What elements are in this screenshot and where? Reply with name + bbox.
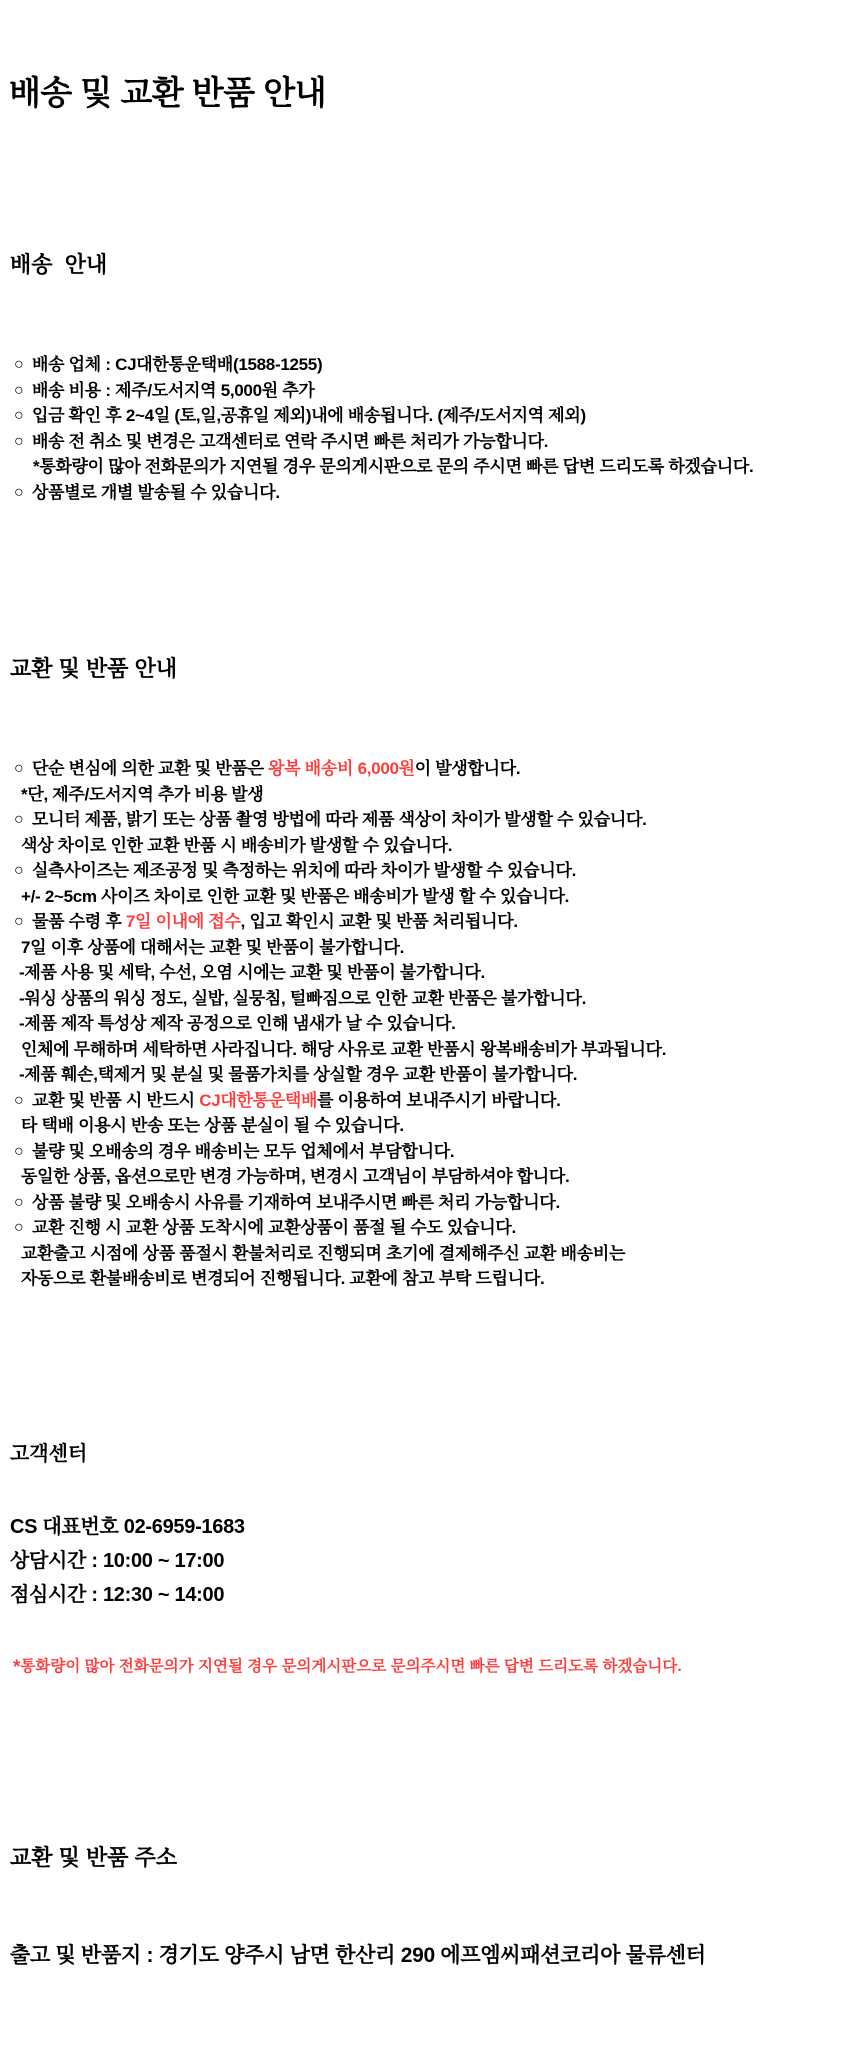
text-line bbox=[14, 1215, 850, 1241]
text-line bbox=[14, 1190, 850, 1216]
text-line bbox=[14, 884, 850, 910]
text-segment: 단순 변심에 의한 교환 및 반품은 bbox=[32, 759, 269, 778]
text-line bbox=[14, 352, 850, 378]
text-line bbox=[14, 807, 850, 833]
circle-bullet-marker: ○ bbox=[14, 913, 24, 930]
text-line bbox=[14, 935, 850, 961]
text-line bbox=[14, 1062, 850, 1088]
text-segment: 교환출고 시점에 상품 품절시 환불처리로 진행되며 초기에 결제해주신 교환 배송비는 bbox=[21, 1243, 626, 1263]
text-line bbox=[14, 782, 850, 808]
text-segment: 배송 업체 : CJ대한통운택배(1588-1255) bbox=[32, 355, 323, 374]
circle-bullet-marker: ○ bbox=[14, 1091, 24, 1109]
text-line bbox=[10, 1510, 850, 1544]
text-line bbox=[14, 986, 850, 1012]
customer-center-heading: 고객센터 bbox=[10, 1442, 88, 1465]
text-segment: -제품 사용 및 세탁, 수선, 오염 시에는 교환 및 반품이 불가합니다. bbox=[19, 963, 485, 982]
text-segment: 색상 차이로 인한 교환 반품 시 배송비가 발생할 수 있습니다. bbox=[21, 835, 453, 855]
text-segment: 상품 불량 및 오배송시 사유를 기재하여 보내주시면 빠른 처리 가능합니다. bbox=[32, 1192, 560, 1212]
text-line bbox=[10, 1578, 850, 1612]
text-segment: *단, 제주/도서지역 추가 비용 발생 bbox=[21, 784, 264, 804]
text-segment: , 입고 확인시 교환 및 반품 처리됩니다. bbox=[240, 912, 518, 931]
text-segment: 타 택배 이용시 반송 또는 상품 분실이 될 수 있습니다. bbox=[21, 1116, 404, 1135]
text-segment: 교환 및 반품 시 반드시 bbox=[32, 1090, 200, 1110]
note-asterisk: * bbox=[13, 1656, 21, 1678]
text-line bbox=[14, 429, 850, 455]
exchange-lines bbox=[14, 756, 850, 1292]
text-segment: -제품 훼손,택제거 및 분실 및 물품가치를 상실할 경우 교환 반품이 불가합니다. bbox=[19, 1065, 578, 1084]
text-segment: 인체에 무해하며 세탁하면 사라집니다. 해당 사유로 교환 반품시 왕복배송비가 부과됩니다. bbox=[21, 1039, 667, 1059]
text-segment: 실측사이즈는 제조공정 및 측정하는 위치에 따라 차이가 발생할 수 있습니다. bbox=[32, 861, 577, 880]
text-segment: *통화량이 많아 전화문의가 지연될 경우 문의게시판으로 문의 주시면 빠른 답변 드리도록 하겠습니다. bbox=[33, 457, 754, 476]
circle-bullet-marker: ○ bbox=[14, 432, 24, 450]
text-segment: 자동으로 환불배송비로 변경되어 진행됩니다. 교환에 참고 부탁 드립니다. bbox=[21, 1269, 545, 1288]
text-line bbox=[14, 1011, 850, 1037]
text-line bbox=[14, 403, 850, 429]
text-line bbox=[14, 833, 850, 859]
text-segment: 교환 진행 시 교환 상품 도착시에 교환상품이 품절 될 수도 있습니다. bbox=[32, 1218, 516, 1237]
circle-bullet-marker: ○ bbox=[14, 407, 24, 424]
text-line bbox=[14, 1088, 850, 1114]
text-segment: -워싱 상품의 워싱 정도, 실밥, 실뭉침, 털빠짐으로 인한 교환 반품은 불가합니다. bbox=[19, 988, 587, 1008]
text-segment: 를 이용하여 보내주시기 바랍니다. bbox=[317, 1090, 561, 1110]
text-segment: 점심시간 : 12:30 ~ 14:00 bbox=[10, 1583, 225, 1606]
text-segment: 이 발생합니다. bbox=[414, 759, 521, 778]
circle-bullet-marker: ○ bbox=[14, 356, 24, 373]
circle-bullet-marker: ○ bbox=[14, 760, 24, 777]
text-segment: 상담시간 : 10:00 ~ 17:00 bbox=[10, 1549, 225, 1572]
text-segment: 물품 수령 후 bbox=[32, 912, 126, 931]
return-address-line: 출고 및 반품지 : 경기도 양주시 남면 한산리 290 에프엠씨패션코리아 물류센터 bbox=[10, 1943, 706, 1967]
section-customer-center bbox=[9, 1382, 850, 1715]
text-segment: 입금 확인 후 2~4일 (토,일,공휴일 제외)내에 배송됩니다. (제주/도서지역 제외) bbox=[32, 406, 586, 425]
return-address-heading: 교환 및 반품 주소 bbox=[10, 1844, 178, 1870]
text-segment: 불량 및 오배송의 경우 배송비는 모두 업체에서 부담합니다. bbox=[32, 1141, 455, 1161]
text-line bbox=[14, 1164, 850, 1190]
highlighted-red-text: 7일 이내에 접수 bbox=[125, 912, 241, 931]
text-line bbox=[14, 1241, 850, 1267]
text-line bbox=[14, 1266, 850, 1292]
highlighted-red-text: 왕복 배송비 6,000원 bbox=[268, 759, 415, 778]
circle-bullet-marker: ○ bbox=[14, 862, 24, 879]
section-shipping bbox=[9, 166, 850, 541]
text-line bbox=[14, 909, 850, 935]
text-segment: 7일 이후 상품에 대해서는 교환 및 반품이 불가합니다. bbox=[21, 937, 405, 957]
exchange-heading: 교환 및 반품 안내 bbox=[10, 656, 178, 681]
call-volume-note bbox=[13, 1656, 850, 1679]
text-line bbox=[14, 858, 850, 884]
circle-bullet-marker: ○ bbox=[14, 1193, 24, 1211]
circle-bullet-marker: ○ bbox=[14, 381, 24, 399]
text-line bbox=[14, 1139, 850, 1165]
section-return-address bbox=[9, 1769, 850, 2005]
circle-bullet-marker: ○ bbox=[14, 811, 24, 828]
text-line bbox=[14, 1113, 850, 1139]
page-title: 배송 및 교환 반품 안내 bbox=[9, 74, 327, 111]
text-segment: -제품 제작 특성상 제작 공정으로 인해 냄새가 날 수 있습니다. bbox=[19, 1014, 456, 1033]
circle-bullet-marker: ○ bbox=[14, 483, 24, 501]
text-segment: +/- 2~5cm 사이즈 차이로 인한 교환 및 반품은 배송비가 발생 할 수 있습니다. bbox=[21, 886, 569, 906]
text-line bbox=[14, 480, 850, 506]
text-segment: 상품별로 개별 발송될 수 있습니다. bbox=[32, 482, 280, 502]
text-segment: 모니터 제품, 밝기 또는 상품 촬영 방법에 따라 제품 색상이 차이가 발생할 수 있습니다. bbox=[32, 810, 647, 829]
text-line bbox=[10, 1544, 850, 1578]
shipping-heading: 배송 안내 bbox=[10, 252, 108, 277]
customer-center-lines bbox=[10, 1510, 850, 1612]
text-segment: 배송 전 취소 및 변경은 고객센터로 연락 주시면 빠른 처리가 가능합니다. bbox=[32, 431, 549, 451]
circle-bullet-marker: ○ bbox=[14, 1142, 24, 1160]
text-line bbox=[14, 756, 850, 782]
text-line bbox=[14, 960, 850, 986]
text-line bbox=[14, 378, 850, 404]
text-segment: 배송 비용 : 제주/도서지역 5,000원 추가 bbox=[32, 380, 315, 400]
highlighted-red-text: CJ대한통운택배 bbox=[199, 1090, 318, 1110]
note-text: 통화량이 많아 전화문의가 지연될 경우 문의게시판으로 문의주시면 빠른 답변 드리도록 하겠습니다. bbox=[20, 1657, 682, 1675]
text-line bbox=[14, 454, 850, 480]
text-segment: 동일한 상품, 옵션으로만 변경 가능하며, 변경시 고객님이 부담하셔야 합니다. bbox=[21, 1167, 570, 1186]
text-segment: CS 대표번호 02-6959-1683 bbox=[10, 1515, 245, 1538]
section-exchange-return bbox=[9, 595, 850, 1328]
shipping-lines bbox=[14, 352, 850, 505]
circle-bullet-marker: ○ bbox=[14, 1219, 24, 1236]
text-line bbox=[14, 1037, 850, 1063]
